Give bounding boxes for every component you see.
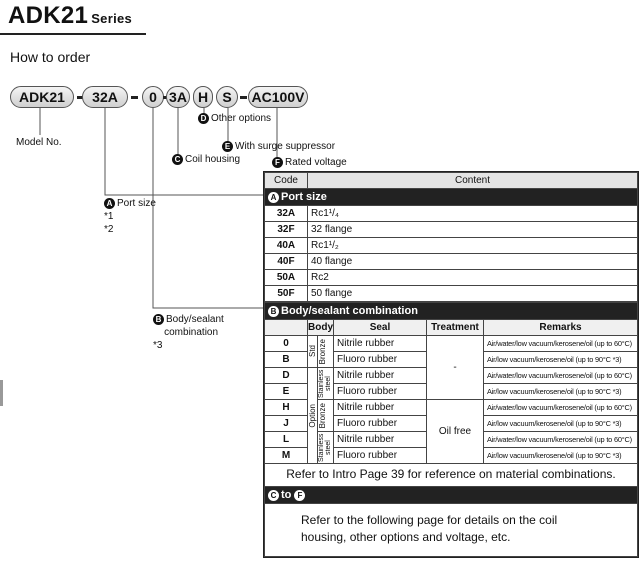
circle-d-icon: D xyxy=(198,113,209,124)
header-code: Code xyxy=(265,173,308,189)
code-part-coil: 3A xyxy=(166,86,190,108)
circle-b-icon: B xyxy=(153,314,164,325)
table-row: 32A Rc1¹/₄ xyxy=(265,206,638,222)
code-part-model: ADK21 xyxy=(10,86,74,108)
circle-b-icon: B xyxy=(268,306,279,317)
table-row: 40A Rc1¹/₂ xyxy=(265,238,638,254)
label-b: B Body/sealant combination *3 xyxy=(153,314,224,351)
table-row: 50F 50 flange xyxy=(265,286,638,302)
section-port-size: A Port size xyxy=(265,189,638,206)
bronze-label: Bronze xyxy=(318,338,328,365)
code-part-option: H xyxy=(193,86,213,108)
std-label: Std xyxy=(308,345,317,358)
code-part-surge: S xyxy=(216,86,238,108)
label-f: F Rated voltage xyxy=(272,157,347,168)
series-label: Series xyxy=(91,11,133,26)
table-row: L Stainless steel Nitrile rubber Air/water/low vacuum/kerosene/oil (up to 60°C) xyxy=(265,432,638,448)
code-part-body: 0 xyxy=(142,86,164,108)
table-row: 40F 40 flange xyxy=(265,254,638,270)
treatment-oil-free: Oil free xyxy=(427,400,484,464)
table-row: M Fluoro rubber Air/low vacuum/kerosene/oil (up to 90°C *3) xyxy=(265,448,638,464)
stainless-label: Stainless steel xyxy=(318,369,333,398)
label-c: C Coil housing xyxy=(172,154,240,165)
circle-a-icon: A xyxy=(268,192,279,203)
header-content: Content xyxy=(308,173,638,189)
section-c-to-f: C to F xyxy=(265,487,638,504)
body-table-header: Body Seal Treatment Remarks xyxy=(265,320,638,336)
circle-f-icon: F xyxy=(272,157,283,168)
body-note-row xyxy=(265,464,638,487)
cf-note: Refer to the following page for details on the coil housing, other options and voltage, etc. xyxy=(265,504,638,557)
table-row: D Option Stainless steel Nitrile rubber Air/water/low vacuum/kerosene/oil (up to 60°C) xyxy=(265,368,638,384)
circle-f-icon: F xyxy=(294,490,305,501)
table-header xyxy=(265,173,638,189)
code-part-port: 32A xyxy=(82,86,128,108)
circle-e-icon: E xyxy=(222,141,233,152)
option-label: Option xyxy=(308,403,317,428)
circle-a-icon: A xyxy=(104,198,115,209)
label-e: E With surge suppressor xyxy=(222,141,335,152)
table-row: 50A Rc2 xyxy=(265,270,638,286)
table-row: J Fluoro rubber Air/low vacuum/kerosene/oil (up to 90°C *3) xyxy=(265,416,638,432)
body-note: Refer to Intro Page 39 for reference on material combinations. xyxy=(265,464,638,487)
page-title: ADK21 Series xyxy=(8,2,133,29)
table-row: 32F 32 flange xyxy=(265,222,638,238)
table-row: B Fluoro rubber Air/low vacuum/kerosene/oil (up to 90°C *3) xyxy=(265,352,638,368)
label-d: D Other options xyxy=(198,113,271,124)
circle-c-icon: C xyxy=(172,154,183,165)
circle-c-icon: C xyxy=(268,490,279,501)
order-code-table xyxy=(263,171,639,558)
section-body-sealant: B Body/sealant combination xyxy=(265,303,638,320)
treatment-none: - xyxy=(427,336,484,400)
label-a: A Port size *1 *2 xyxy=(104,198,156,235)
section-heading: How to order xyxy=(10,49,91,65)
code-part-voltage: AC100V xyxy=(248,86,308,108)
table-row: 0 Std Bronze Nitrile rubber - Air/water/low vacuum/kerosene/oil (up to 60°C) xyxy=(265,336,638,352)
table-row: H Bronze Nitrile rubber Oil free Air/water/low vacuum/kerosene/oil (up to 60°C) xyxy=(265,400,638,416)
cf-note-row xyxy=(265,504,638,557)
stainless-label: Stainless steel xyxy=(318,433,333,462)
model-no-label: Model No. xyxy=(16,137,62,148)
bronze-label: Bronze xyxy=(318,402,328,429)
table-row: E Fluoro rubber Air/low vacuum/kerosene/oil (up to 90°C *3) xyxy=(265,384,638,400)
